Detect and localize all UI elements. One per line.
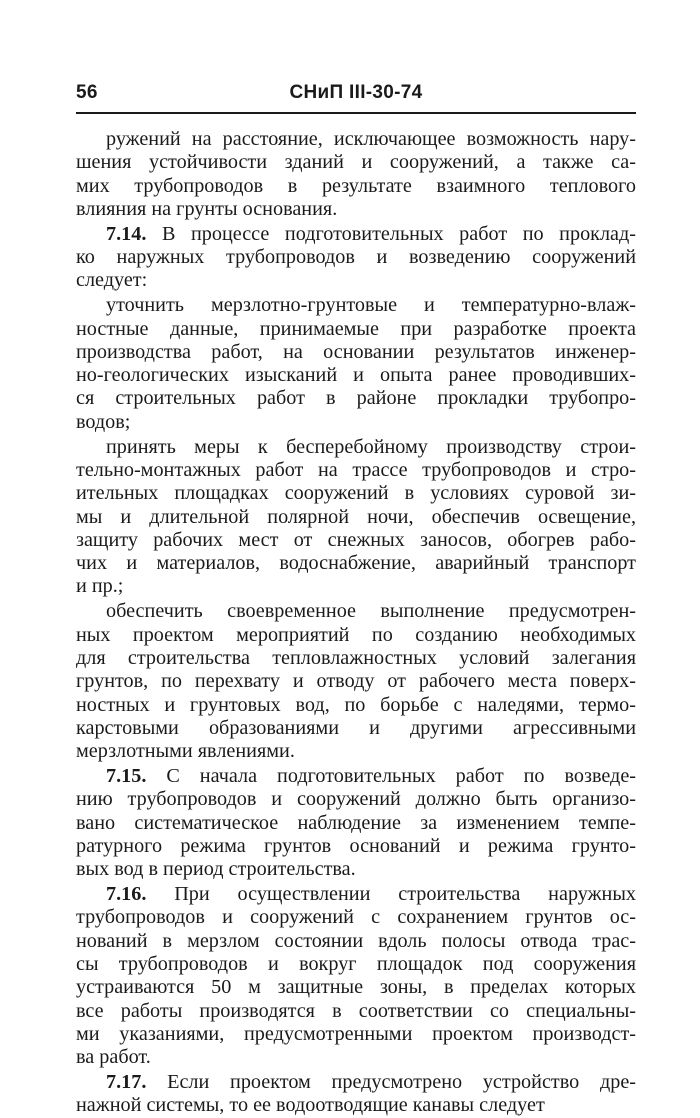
line-text: для строительства тепловлажностных условий залегания <box>76 646 636 669</box>
page-header <box>76 82 636 112</box>
text-line <box>76 175 636 198</box>
text-line <box>76 269 636 292</box>
paragraph <box>76 436 636 599</box>
text-line <box>76 953 636 976</box>
text-line <box>76 482 636 505</box>
line-text: сы трубопроводов и вокруг площадок под сооружения <box>76 952 636 975</box>
text-line <box>76 858 636 881</box>
line-text: нажной системы, то ее водоотводящие канавы следует <box>76 1094 545 1117</box>
document-body <box>76 128 636 1118</box>
text-line <box>76 387 636 410</box>
line-text: ных проектом мероприятий по созданию необходимых <box>76 623 636 646</box>
line-text: принять меры к бесперебойному производству строи- <box>106 435 636 458</box>
clause-number: 7.15. <box>106 764 147 787</box>
line-text: ружений на расстояние, исключающее возможность нару- <box>106 128 636 150</box>
line-text: карстовыми образованиями и другими агрессивными <box>76 716 636 739</box>
line-text: При осуществлении строительства наружных <box>174 883 637 906</box>
text-line <box>76 812 636 835</box>
line-text: уточнить мерзлотно-грунтовые и температурно-влаж- <box>106 294 636 317</box>
text-line <box>76 765 636 788</box>
line-text: ва работ. <box>76 1046 151 1069</box>
paragraph <box>76 1071 636 1118</box>
line-text: все работы производятся в соответствии со специальны- <box>76 999 636 1022</box>
line-text: ко наружных трубопроводов и возведению сооружений <box>76 246 636 269</box>
line-text: водов; <box>76 410 131 433</box>
line-text: вых вод в период строительства. <box>76 858 356 881</box>
line-text: мы и длительной полярной ночи, обеспечив освещение, <box>76 505 636 528</box>
text-line <box>76 552 636 575</box>
line-text: нию трубопроводов и сооружений должно быть организо- <box>76 788 636 811</box>
line-text: шения устойчивости зданий и сооружений, а также са- <box>76 151 636 174</box>
text-line <box>76 294 636 317</box>
text-line <box>76 529 636 552</box>
text-line <box>76 740 636 763</box>
text-line <box>76 318 636 341</box>
text-line <box>76 788 636 811</box>
running-title: СНиП III-30-74 <box>289 82 423 103</box>
text-line <box>76 364 636 387</box>
line-text: защиту рабочих мест от снежных заносов, обогрев рабо- <box>76 528 636 551</box>
text-line <box>76 128 636 151</box>
text-line <box>76 1000 636 1023</box>
text-line <box>76 694 636 717</box>
line-text: влияния на грунты основания. <box>76 197 338 220</box>
line-text: Если проектом предусмотрено устройство дре- <box>167 1071 637 1094</box>
line-text: С начала подготовительных работ по возведе- <box>166 764 637 787</box>
text-line <box>76 575 636 598</box>
line-text: ностные данные, принимаемые при разработке проекта <box>76 317 636 340</box>
text-line <box>76 835 636 858</box>
text-line <box>76 436 636 459</box>
line-text: чих и материалов, водоснабжение, аварийный транспорт <box>76 552 636 575</box>
paragraph <box>76 128 636 221</box>
text-line <box>76 1046 636 1069</box>
line-text: ми указаниями, предусмотренными проектом производст- <box>76 1022 636 1045</box>
text-line <box>76 1094 636 1117</box>
text-line <box>76 246 636 269</box>
header-rule <box>76 112 636 114</box>
text-line <box>76 600 636 623</box>
text-line <box>76 647 636 670</box>
text-line <box>76 151 636 174</box>
clause-number: 7.14. <box>106 222 147 245</box>
text-line <box>76 717 636 740</box>
paragraph <box>76 765 636 881</box>
line-text: нований в мерзлом состоянии вдоль полосы отвода трас- <box>76 929 636 952</box>
clause-number: 7.16. <box>106 883 147 906</box>
text-line <box>76 976 636 999</box>
page-number: 56 <box>76 82 98 103</box>
text-line <box>76 198 636 221</box>
line-text: обеспечить своевременное выполнение предусмотрен- <box>106 600 636 623</box>
text-line <box>76 906 636 929</box>
clause-number: 7.17. <box>106 1071 147 1094</box>
line-text: тельно-монтажных работ на трассе трубопроводов и стро- <box>76 458 636 481</box>
text-line <box>76 341 636 364</box>
text-line <box>76 223 636 246</box>
line-text: трубопроводов и сооружений с сохранением грунтов ос- <box>76 906 636 929</box>
text-line <box>76 670 636 693</box>
line-text: мих трубопроводов в результате взаимного теплового <box>76 174 636 197</box>
line-text: но-геологических изысканий и опыта ранее проводивших- <box>76 364 636 387</box>
line-text: В процессе подготовительных работ по проклад- <box>161 222 636 245</box>
line-text: и пр.; <box>76 575 124 598</box>
text-line <box>76 506 636 529</box>
paragraph <box>76 294 636 434</box>
line-text: вано систематическое наблюдение за изменением темпе- <box>76 811 636 834</box>
line-text: производства работ, на основании результатов инженер- <box>76 340 636 363</box>
line-text: мерзлотными явлениями. <box>76 740 295 763</box>
line-text: грунтов, по перехвату и отводу от рабочего места поверх- <box>76 670 636 693</box>
text-line <box>76 459 636 482</box>
paragraph <box>76 223 636 293</box>
text-line <box>76 624 636 647</box>
text-line <box>76 930 636 953</box>
text-line <box>76 411 636 434</box>
line-text: следует: <box>76 269 148 292</box>
line-text: ратурного режима грунтов оснований и режима грунто- <box>76 834 636 857</box>
paragraph <box>76 600 636 763</box>
line-text: устраиваются 50 м защитные зоны, в пределах которых <box>76 976 636 999</box>
line-text: ностных и грунтовых вод, по борьбе с наледями, термо- <box>76 693 636 716</box>
text-line <box>76 883 636 906</box>
paragraph <box>76 883 636 1069</box>
line-text: ительных площадках сооружений в условиях суровой зи- <box>76 482 636 505</box>
line-text: ся строительных работ в районе прокладки трубопро- <box>76 387 636 410</box>
text-line <box>76 1023 636 1046</box>
